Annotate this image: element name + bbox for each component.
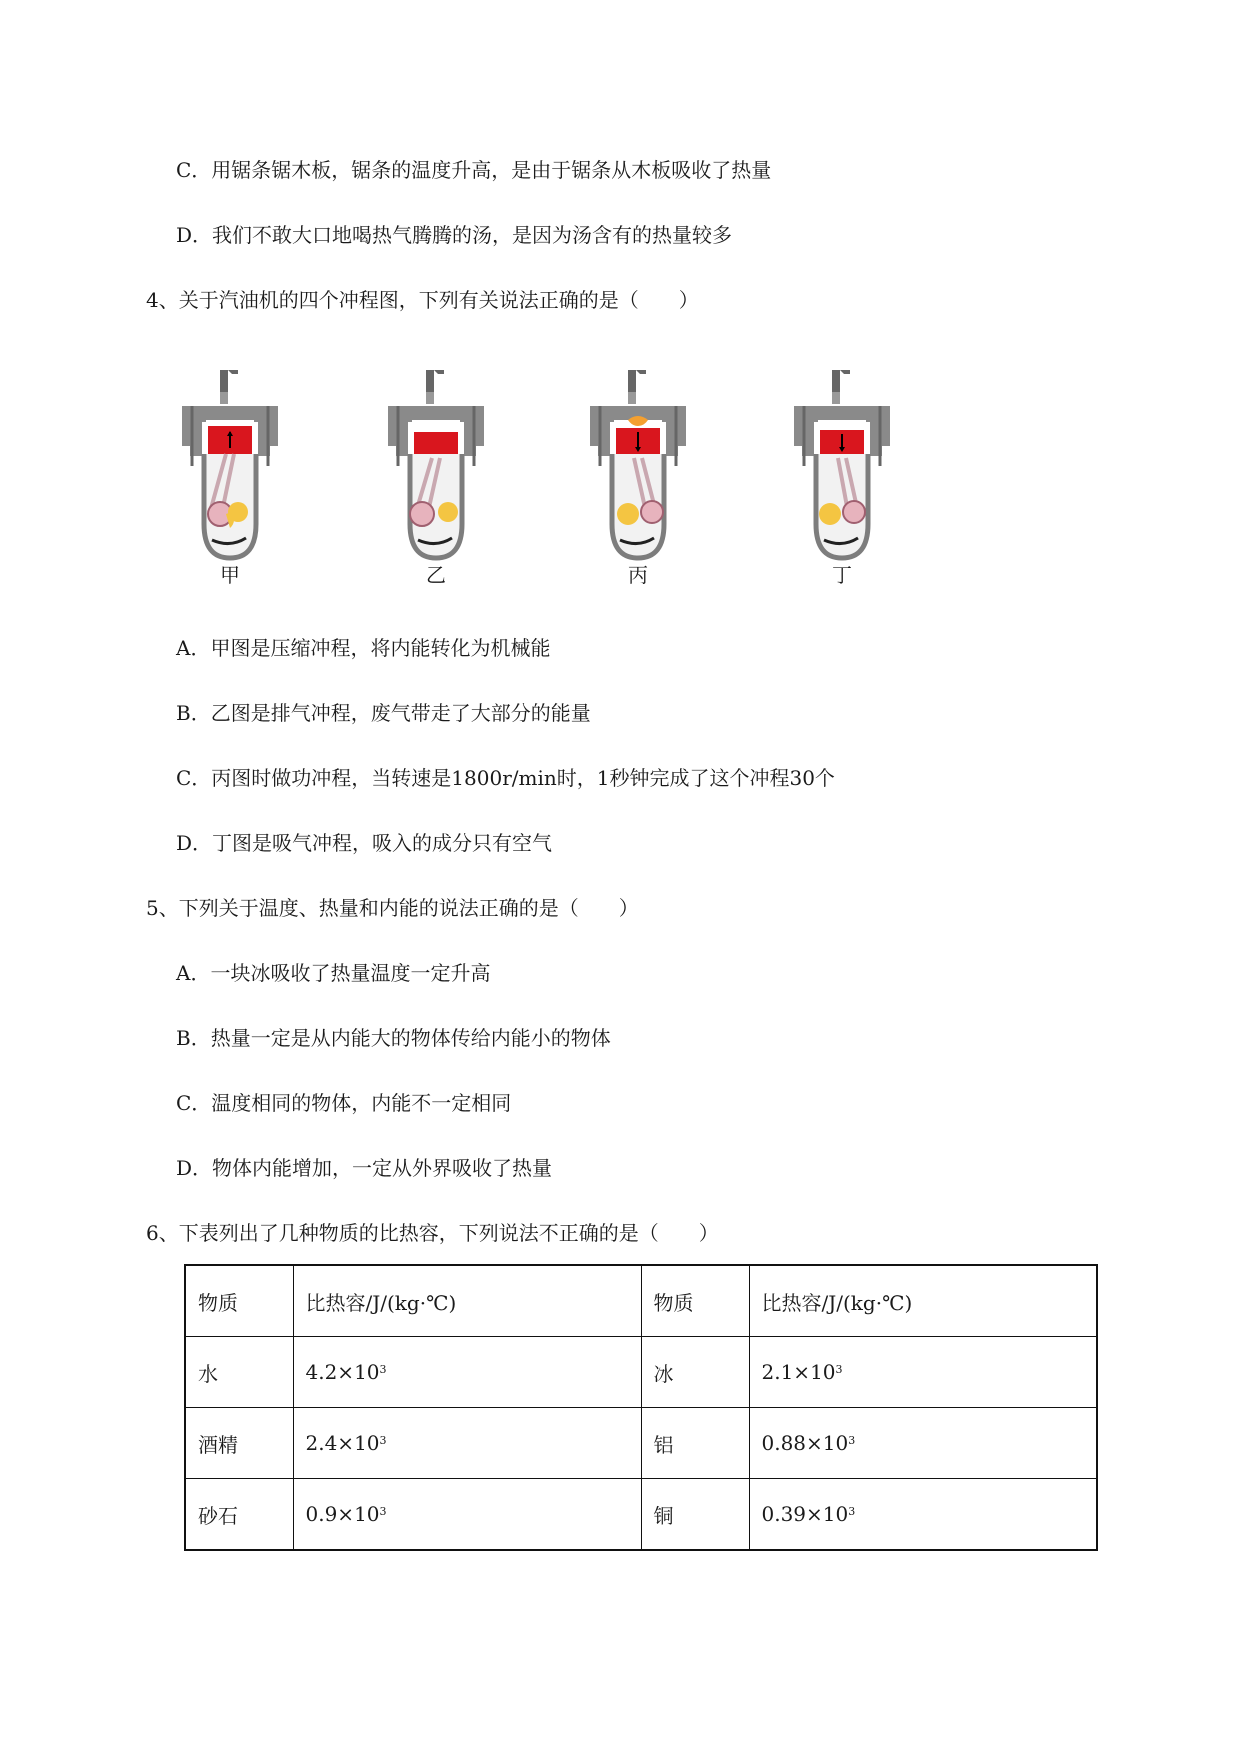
value-exponent: 3 bbox=[835, 1363, 843, 1376]
substance-cell: 铜 bbox=[641, 1479, 749, 1551]
q4-option-a: A．甲图是压缩冲程，将内能转化为机械能 bbox=[176, 636, 551, 660]
substance-cell: 酒精 bbox=[185, 1408, 293, 1479]
engine-stroke-bing bbox=[578, 362, 698, 592]
value-cell bbox=[293, 1408, 641, 1479]
engine-diagram-bing bbox=[578, 362, 698, 562]
engine-diagram-ding bbox=[782, 362, 902, 562]
engine-diagram-yi bbox=[376, 362, 496, 562]
figure-label-ding: 丁 bbox=[832, 563, 852, 587]
q4-option-d: D．丁图是吸气冲程，吸入的成分只有空气 bbox=[176, 831, 553, 855]
value-mantissa: 2.4×10 bbox=[305, 1431, 380, 1455]
value-cell bbox=[293, 1337, 641, 1408]
header-heat-capacity-1: 比热容/J/(kg·℃) bbox=[293, 1265, 641, 1337]
value-exponent: 3 bbox=[379, 1363, 387, 1376]
value-exponent: 3 bbox=[848, 1505, 856, 1518]
table-row bbox=[185, 1479, 1097, 1551]
engine-diagram-jia bbox=[170, 362, 290, 562]
q5-option-c: C．温度相同的物体，内能不一定相同 bbox=[176, 1091, 512, 1115]
value-exponent: 3 bbox=[379, 1505, 387, 1518]
substance-cell: 水 bbox=[185, 1337, 293, 1408]
header-substance-2: 物质 bbox=[641, 1265, 749, 1337]
engine-stroke-ding bbox=[782, 362, 902, 592]
substance-cell: 冰 bbox=[641, 1337, 749, 1408]
figure-label-jia: 甲 bbox=[220, 563, 240, 587]
value-mantissa: 4.2×10 bbox=[305, 1360, 380, 1384]
figure-label-bing: 丙 bbox=[628, 563, 648, 587]
value-cell bbox=[293, 1479, 641, 1551]
value-mantissa: 0.39×10 bbox=[761, 1502, 849, 1526]
q5-option-b: B．热量一定是从内能大的物体传给内能小的物体 bbox=[176, 1026, 611, 1050]
table-row bbox=[185, 1337, 1097, 1408]
value-mantissa: 2.1×10 bbox=[761, 1360, 836, 1384]
figure-label-yi: 乙 bbox=[426, 563, 446, 587]
table-header-row bbox=[185, 1265, 1097, 1337]
specific-heat-table bbox=[184, 1264, 1098, 1551]
q3-option-d: D．我们不敢大口地喝热气腾腾的汤，是因为汤含有的热量较多 bbox=[176, 223, 733, 247]
q3-option-c: C．用锯条锯木板，锯条的温度升高，是由于锯条从木板吸收了热量 bbox=[176, 158, 772, 182]
value-mantissa: 0.9×10 bbox=[305, 1502, 380, 1526]
value-exponent: 3 bbox=[848, 1434, 856, 1447]
q4-option-c: C．丙图时做功冲程，当转速是1800r/min时，1秒钟完成了这个冲程30个 bbox=[176, 766, 835, 790]
table-row bbox=[185, 1408, 1097, 1479]
engine-stroke-jia bbox=[170, 362, 290, 592]
value-mantissa: 0.88×10 bbox=[761, 1431, 849, 1455]
value-cell bbox=[749, 1337, 1097, 1408]
q5-option-a: A．一块冰吸收了热量温度一定升高 bbox=[176, 961, 491, 985]
q4-option-b: B．乙图是排气冲程，废气带走了大部分的能量 bbox=[176, 701, 591, 725]
engine-stroke-yi bbox=[376, 362, 496, 592]
value-exponent: 3 bbox=[379, 1434, 387, 1447]
value-cell bbox=[749, 1408, 1097, 1479]
substance-cell: 铝 bbox=[641, 1408, 749, 1479]
q4-stem: 4、关于汽油机的四个冲程图，下列有关说法正确的是（ ） bbox=[146, 288, 699, 312]
q5-option-d: D．物体内能增加，一定从外界吸收了热量 bbox=[176, 1156, 553, 1180]
q6-stem: 6、下表列出了几种物质的比热容，下列说法不正确的是（ ） bbox=[146, 1221, 719, 1245]
header-heat-capacity-2: 比热容/J/(kg·℃) bbox=[749, 1265, 1097, 1337]
substance-cell: 砂石 bbox=[185, 1479, 293, 1551]
header-substance-1: 物质 bbox=[185, 1265, 293, 1337]
value-cell bbox=[749, 1479, 1097, 1551]
q5-stem: 5、下列关于温度、热量和内能的说法正确的是（ ） bbox=[146, 896, 639, 920]
